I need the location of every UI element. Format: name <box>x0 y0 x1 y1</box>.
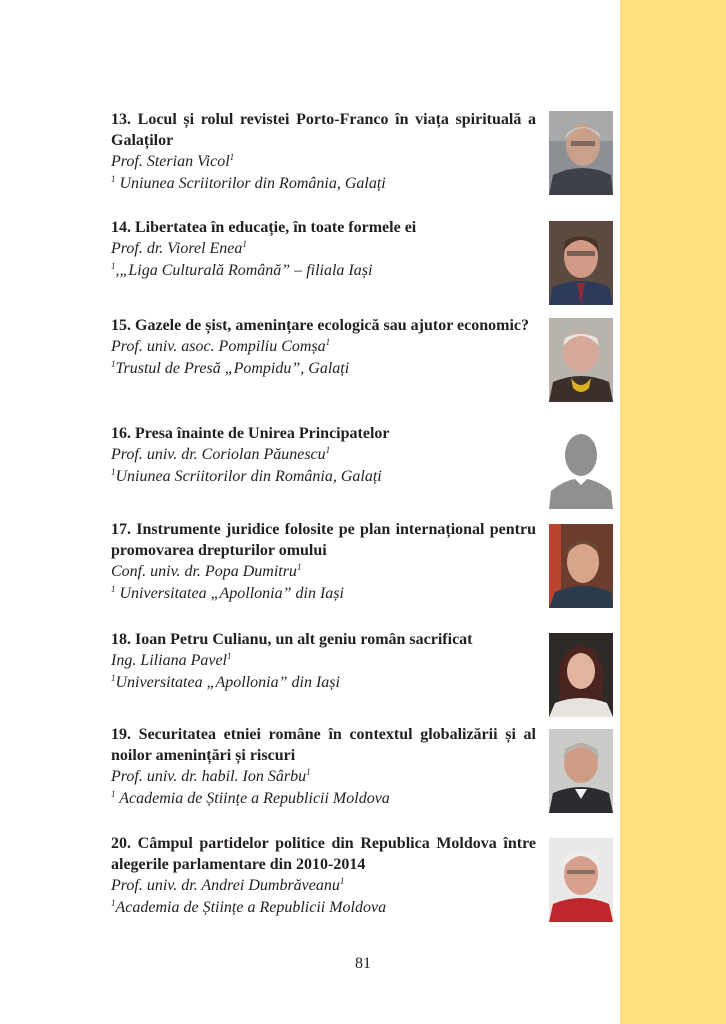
author-photo <box>549 111 613 195</box>
entry-title: 18. Ioan Petru Culianu, un alt geniu român sacrificat <box>111 631 473 648</box>
entry-title: 17. Instrumente juridice folosite pe plan internațional pentru promovarea drepturilor omului <box>111 521 536 559</box>
program-entry <box>111 629 536 694</box>
entry-affiliation: $^1$Academia de Științe a Republicii Moldova <box>111 898 387 916</box>
page-side-band <box>620 0 726 1024</box>
entry-title: 19. Securitatea etniei române în contextul globalizării și al noilor amenințări și riscuri <box>111 726 536 764</box>
entry-author: Prof. univ. dr. habil. Ion Sârbu$^1$ <box>111 767 311 785</box>
entry-title: 16. Presa înainte de Unirea Principatelor <box>111 425 390 442</box>
entry-affiliation: $^1$,„Liga Culturală Română” – filiala Iași <box>111 261 373 279</box>
program-entry <box>111 833 536 919</box>
placeholder-silhouette-photo <box>549 425 613 509</box>
entry-title: 14. Libertatea în educație, în toate formele ei <box>111 219 417 236</box>
author-photo <box>549 729 613 813</box>
entry-affiliation: $^1$ Academia de Științe a Republicii Moldova <box>111 789 390 807</box>
entry-title: 13. Locul și rolul revistei Porto-Franco în viața spirituală a Galaților <box>111 111 536 149</box>
entry-author: Prof. dr. Viorel Enea$^1$ <box>111 239 247 257</box>
entry-affiliation: $^1$Universitatea „Apollonia” din Iași <box>111 673 340 691</box>
author-photo <box>549 838 613 922</box>
entry-affiliation: $^1$ Uniunea Scriitorilor din România, Galați <box>111 174 386 192</box>
entry-author: Prof. univ. dr. Coriolan Păunescu$^1$ <box>111 445 331 463</box>
entry-affiliation: $^1$ Universitatea „Apollonia” din Iași <box>111 584 344 602</box>
entry-affiliation: $^1$Trustul de Presă „Pompidu”, Galați <box>111 359 350 377</box>
entry-affiliation: $^1$Uniunea Scriitorilor din România, Galați <box>111 467 382 485</box>
entry-author: Conf. univ. dr. Popa Dumitru$^1$ <box>111 562 302 580</box>
program-entry <box>111 724 536 810</box>
program-entry <box>111 519 536 605</box>
author-photo <box>549 633 613 717</box>
author-photo <box>549 524 613 608</box>
program-entry <box>111 217 536 282</box>
program-entry <box>111 423 536 488</box>
author-photo <box>549 221 613 305</box>
entry-title: 20. Câmpul partidelor politice din Republica Moldova între alegerile parlamentare din 2010-2014 <box>111 835 536 873</box>
entry-author: Prof. Sterian Vicol$^1$ <box>111 152 235 170</box>
entry-title: 15. Gazele de șist, amenințare ecologică sau ajutor economic? <box>111 317 529 334</box>
entry-author: Prof. univ. asoc. Pompiliu Comșa$^1$ <box>111 337 331 355</box>
entry-author: Prof. univ. dr. Andrei Dumbrăveanu$^1$ <box>111 876 345 894</box>
page-number: 81 <box>355 955 371 972</box>
program-entry <box>111 109 536 195</box>
author-photo <box>549 318 613 402</box>
program-entry <box>111 315 536 380</box>
entry-author: Ing. Liliana Pavel$^1$ <box>111 651 232 669</box>
